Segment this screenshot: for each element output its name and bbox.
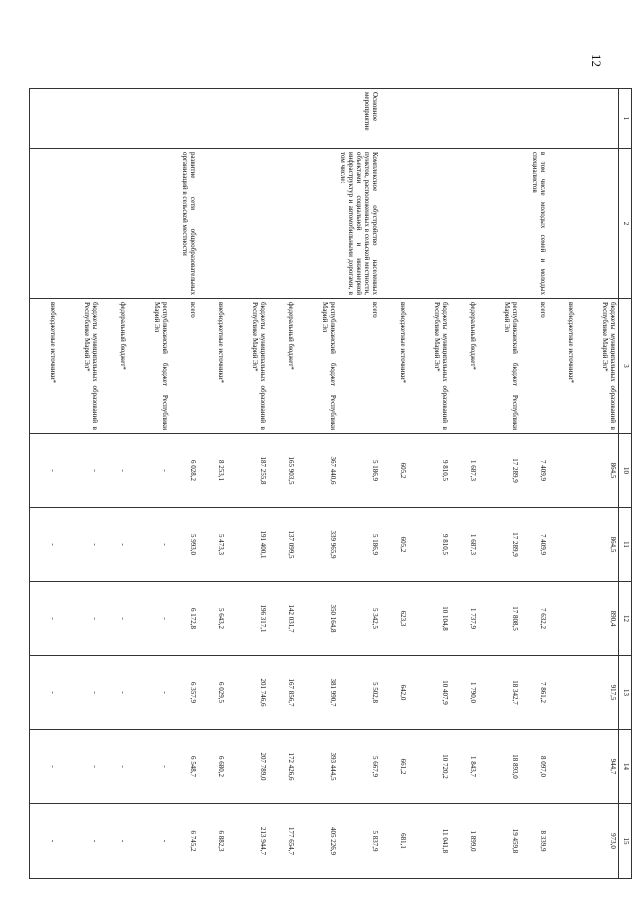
- cell-col3: федеральный бюджет*: [268, 299, 296, 434]
- col-header: 1: [619, 89, 632, 149]
- col-header: 11: [619, 508, 632, 582]
- cell-value: -: [100, 730, 128, 804]
- cell-value: 201 746,6: [226, 656, 268, 730]
- cell-col1: [296, 89, 338, 149]
- budget-table: [29, 88, 632, 879]
- cell-col3: федеральный бюджет*: [450, 299, 478, 434]
- cell-value: 7 861,2: [520, 656, 548, 730]
- cell-value: 213 944,7: [226, 804, 268, 879]
- cell-col3: бюджеты муниципальных образований в Республике Марий Эл*: [408, 299, 450, 434]
- cell-value: 6 172,8: [170, 582, 198, 656]
- cell-value: 5 502,8: [338, 656, 380, 730]
- cell-col2: Комплексное обустройство населенных пунктов, расположенных в сельской местности, объектами социальной и инженерной инфраструктур и автомобильными дорогами, в том числе:: [338, 149, 380, 299]
- cell-value: 5 643,2: [198, 582, 226, 656]
- page-number: 12: [589, 54, 604, 67]
- cell-col2: [408, 149, 450, 299]
- table-row: [548, 89, 576, 879]
- cell-col3: федеральный бюджет*: [100, 299, 128, 434]
- cell-value: 5 342,5: [338, 582, 380, 656]
- table-row: [128, 89, 170, 879]
- cell-col3: внебюджетные источники*: [380, 299, 408, 434]
- cell-value: -: [30, 656, 59, 730]
- cell-value: 864,5: [576, 434, 619, 508]
- cell-value: 17 289,9: [478, 434, 520, 508]
- table-row: [380, 89, 408, 879]
- cell-value: 9 810,5: [408, 434, 450, 508]
- table-row: [576, 89, 619, 879]
- cell-value: 17 808,5: [478, 582, 520, 656]
- cell-value: 605,2: [380, 434, 408, 508]
- cell-value: [548, 804, 576, 879]
- cell-value: 165 903,5: [268, 434, 296, 508]
- cell-value: 605,2: [380, 508, 408, 582]
- cell-col3: республиканский бюджет Республики Марий Эл: [296, 299, 338, 434]
- table-row: [450, 89, 478, 879]
- cell-value: 142 031,7: [268, 582, 296, 656]
- table-row: [198, 89, 226, 879]
- cell-col2: [576, 149, 619, 299]
- cell-col3: республиканский бюджет Республики Марий Эл: [128, 299, 170, 434]
- cell-value: -: [100, 656, 128, 730]
- cell-value: 393 444,5: [296, 730, 338, 804]
- col-header: 2: [619, 149, 632, 299]
- cell-col2: [30, 149, 59, 299]
- cell-col1: [576, 89, 619, 149]
- cell-value: -: [100, 434, 128, 508]
- table-row: [226, 89, 268, 879]
- cell-value: -: [58, 730, 100, 804]
- cell-value: 1 843,7: [450, 730, 478, 804]
- cell-value: 11 041,8: [408, 804, 450, 879]
- cell-value: -: [58, 656, 100, 730]
- cell-value: 10 104,8: [408, 582, 450, 656]
- cell-value: 17 289,9: [478, 508, 520, 582]
- cell-col3: бюджеты муниципальных образований в Республике Марий Эл*: [226, 299, 268, 434]
- cell-col3: внебюджетные источники*: [30, 299, 59, 434]
- cell-value: 973,0: [576, 804, 619, 879]
- cell-col3: бюджеты муниципальных образований в Республике Марий Эл*: [58, 299, 100, 434]
- cell-col3: внебюджетные источники*: [548, 299, 576, 434]
- cell-col2: [548, 149, 576, 299]
- cell-value: 167 856,7: [268, 656, 296, 730]
- table-row: [520, 89, 548, 879]
- cell-value: -: [30, 804, 59, 879]
- cell-col3: республиканский бюджет Республики Марий Эл: [478, 299, 520, 434]
- cell-value: [548, 656, 576, 730]
- cell-col3: всего: [170, 299, 198, 434]
- cell-value: -: [100, 582, 128, 656]
- cell-value: 944,7: [576, 730, 619, 804]
- cell-col2: [128, 149, 170, 299]
- cell-col2: [450, 149, 478, 299]
- cell-value: 177 654,7: [268, 804, 296, 879]
- cell-value: 681,1: [380, 804, 408, 879]
- cell-value: -: [128, 730, 170, 804]
- cell-col1: [268, 89, 296, 149]
- table-row: [58, 89, 100, 879]
- cell-value: 623,3: [380, 582, 408, 656]
- cell-value: 207 789,0: [226, 730, 268, 804]
- table-row: [30, 89, 59, 879]
- cell-value: -: [128, 434, 170, 508]
- rotated-table-container: [49, 88, 632, 878]
- cell-value: 864,5: [576, 508, 619, 582]
- cell-value: -: [58, 804, 100, 879]
- cell-value: 10 407,9: [408, 656, 450, 730]
- col-header: 13: [619, 656, 632, 730]
- cell-col1: Основное мероприятие: [338, 89, 380, 149]
- cell-value: -: [30, 730, 59, 804]
- cell-col2: [58, 149, 100, 299]
- cell-value: 1 790,0: [450, 656, 478, 730]
- cell-value: 8 339,9: [520, 804, 548, 879]
- cell-value: 5 667,9: [338, 730, 380, 804]
- cell-col3: всего: [520, 299, 548, 434]
- cell-col2: [478, 149, 520, 299]
- cell-value: 339 965,9: [296, 508, 338, 582]
- table-row: [100, 89, 128, 879]
- cell-value: 367 440,6: [296, 434, 338, 508]
- cell-value: 18 342,7: [478, 656, 520, 730]
- cell-value: 18 893,0: [478, 730, 520, 804]
- cell-col1: [548, 89, 576, 149]
- cell-col2: развитие сети общеобразовательных организаций в сельской местности: [170, 149, 198, 299]
- cell-col2: [380, 149, 408, 299]
- cell-col1: [198, 89, 226, 149]
- header-row: [619, 89, 632, 879]
- cell-col1: [520, 89, 548, 149]
- cell-col2: [268, 149, 296, 299]
- cell-value: -: [128, 804, 170, 879]
- cell-value: 5 993,0: [170, 508, 198, 582]
- table-row: [408, 89, 450, 879]
- cell-value: -: [30, 582, 59, 656]
- cell-value: 381 990,7: [296, 656, 338, 730]
- cell-value: 917,5: [576, 656, 619, 730]
- cell-value: 19 459,8: [478, 804, 520, 879]
- cell-value: 1 899,0: [450, 804, 478, 879]
- cell-value: 6 357,9: [170, 656, 198, 730]
- cell-value: 6 882,3: [198, 804, 226, 879]
- cell-value: 5 186,9: [338, 508, 380, 582]
- cell-col1: [100, 89, 128, 149]
- cell-value: 9 810,5: [408, 508, 450, 582]
- col-header: 12: [619, 582, 632, 656]
- cell-value: 196 317,1: [226, 582, 268, 656]
- cell-value: 7 632,2: [520, 582, 548, 656]
- cell-col2: [198, 149, 226, 299]
- col-header: 15: [619, 804, 632, 879]
- cell-col1: [170, 89, 198, 149]
- cell-value: -: [128, 508, 170, 582]
- table-row: [268, 89, 296, 879]
- cell-value: 5 837,9: [338, 804, 380, 879]
- cell-col1: [128, 89, 170, 149]
- cell-value: 6 680,2: [198, 730, 226, 804]
- cell-value: 6 029,5: [198, 656, 226, 730]
- cell-value: 661,2: [380, 730, 408, 804]
- cell-value: -: [30, 508, 59, 582]
- cell-col1: [58, 89, 100, 149]
- cell-value: -: [128, 656, 170, 730]
- cell-value: 1 737,9: [450, 582, 478, 656]
- cell-col1: [30, 89, 59, 149]
- cell-value: [548, 508, 576, 582]
- col-header: 3: [619, 299, 632, 434]
- cell-value: 5 186,9: [338, 434, 380, 508]
- cell-value: 187 255,8: [226, 434, 268, 508]
- cell-value: -: [58, 582, 100, 656]
- table-row: [170, 89, 198, 879]
- cell-value: 6 548,7: [170, 730, 198, 804]
- cell-value: 172 426,6: [268, 730, 296, 804]
- cell-col3: внебюджетные источники*: [198, 299, 226, 434]
- table-row: [478, 89, 520, 879]
- cell-col1: [450, 89, 478, 149]
- cell-value: 10 720,2: [408, 730, 450, 804]
- cell-value: 350 164,8: [296, 582, 338, 656]
- cell-value: 5 473,3: [198, 508, 226, 582]
- cell-value: -: [58, 434, 100, 508]
- cell-value: [548, 582, 576, 656]
- cell-value: 1 687,3: [450, 508, 478, 582]
- cell-value: 642,0: [380, 656, 408, 730]
- cell-col1: [380, 89, 408, 149]
- cell-value: -: [100, 804, 128, 879]
- cell-value: 191 400,1: [226, 508, 268, 582]
- cell-value: -: [128, 582, 170, 656]
- cell-col2: [100, 149, 128, 299]
- cell-value: -: [100, 508, 128, 582]
- cell-value: 405 226,9: [296, 804, 338, 879]
- cell-col2: в том числе молодых семей и молодых специалистов: [520, 149, 548, 299]
- table-row: [296, 89, 338, 879]
- cell-value: 137 099,5: [268, 508, 296, 582]
- cell-col3: бюджеты муниципальных образований в Республике Марий Эл*: [576, 299, 619, 434]
- cell-value: 8 253,1: [198, 434, 226, 508]
- cell-value: 7 409,9: [520, 508, 548, 582]
- cell-value: -: [30, 434, 59, 508]
- cell-value: 6 745,2: [170, 804, 198, 879]
- cell-col3: всего: [338, 299, 380, 434]
- cell-value: [548, 730, 576, 804]
- table-row: [338, 89, 380, 879]
- cell-col1: [226, 89, 268, 149]
- cell-col2: [296, 149, 338, 299]
- col-header: 10: [619, 434, 632, 508]
- cell-value: [548, 434, 576, 508]
- cell-value: 1 687,3: [450, 434, 478, 508]
- cell-value: 8 097,0: [520, 730, 548, 804]
- cell-col2: [226, 149, 268, 299]
- cell-value: -: [58, 508, 100, 582]
- col-header: 14: [619, 730, 632, 804]
- cell-value: 890,4: [576, 582, 619, 656]
- cell-value: 6 028,2: [170, 434, 198, 508]
- cell-col1: [478, 89, 520, 149]
- cell-value: 7 409,9: [520, 434, 548, 508]
- cell-col1: [408, 89, 450, 149]
